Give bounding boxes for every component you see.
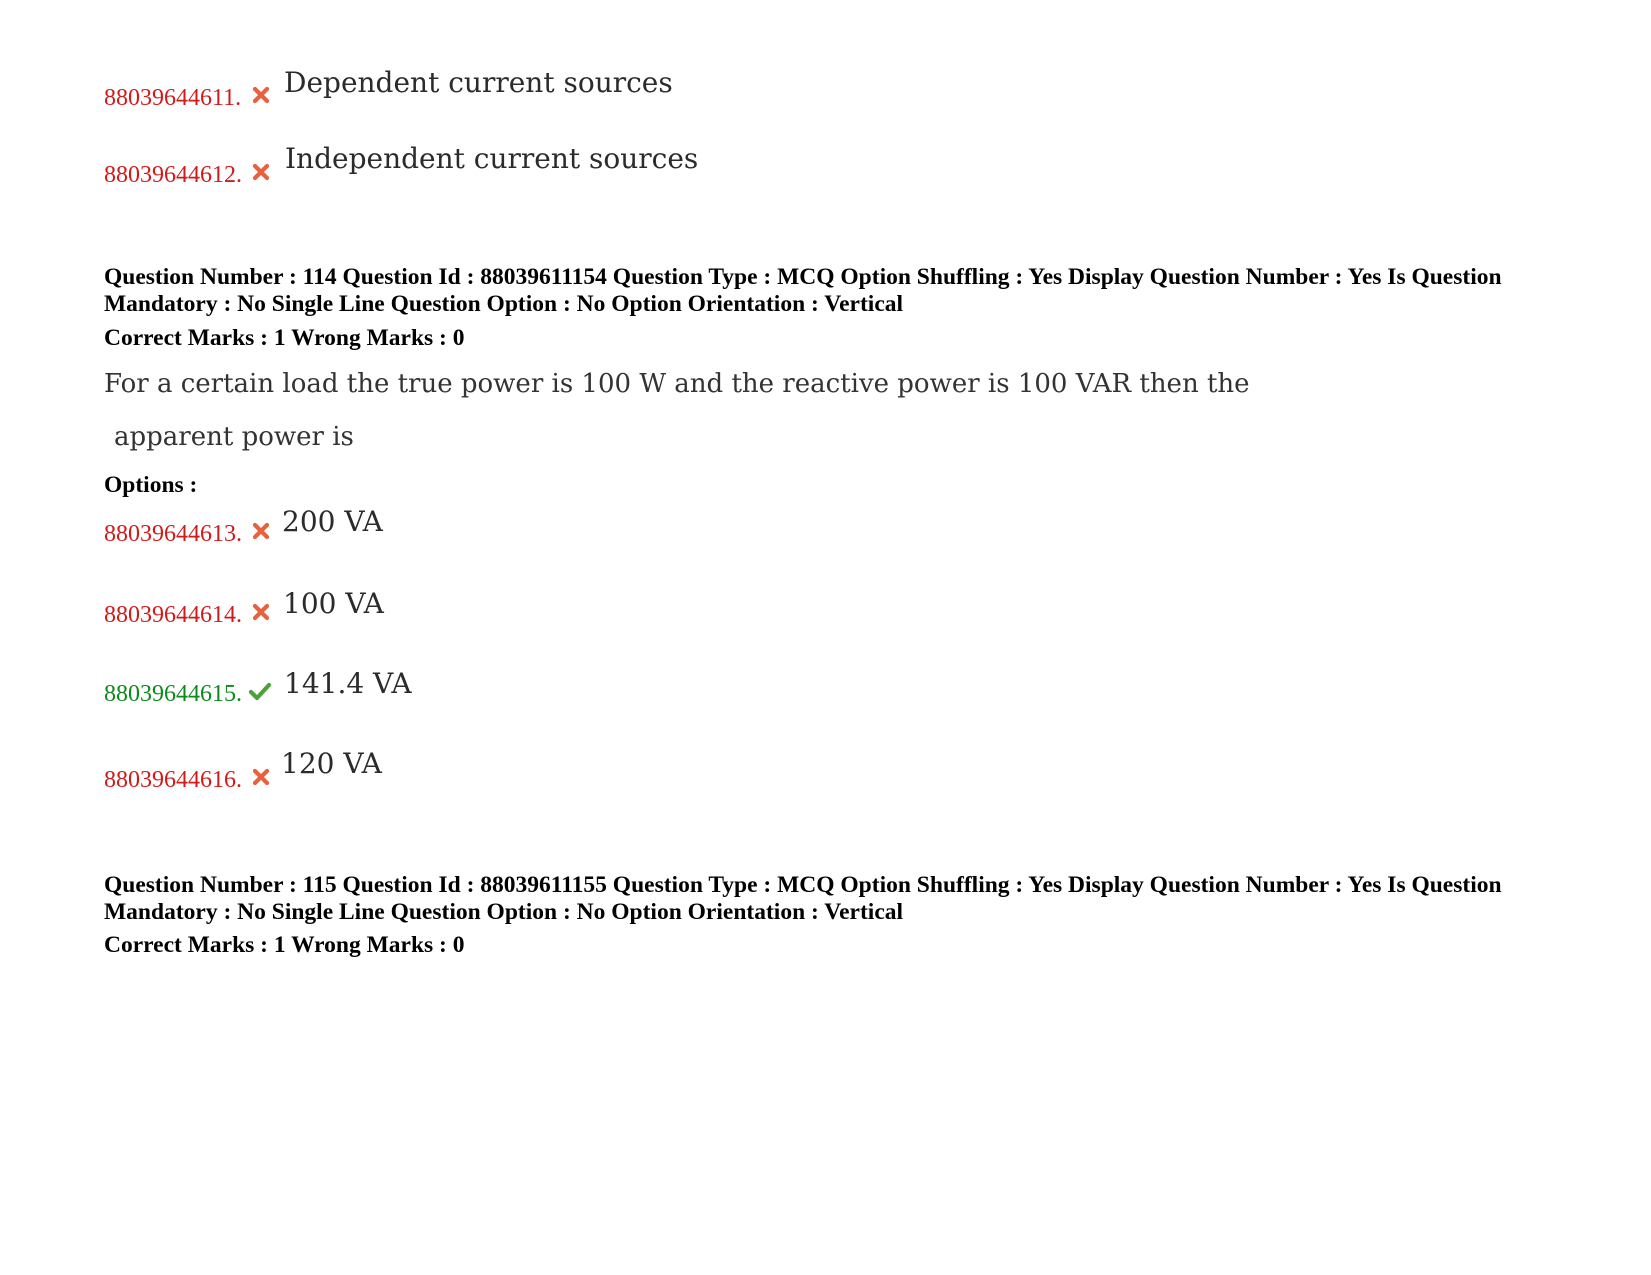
options-label: Options : (104, 472, 198, 498)
question-marks: Correct Marks : 1 Wrong Marks : 0 (104, 325, 465, 351)
option-id: 88039644614. (104, 602, 242, 628)
question-header: Question Number : 114 Question Id : 88039611154 Question Type : MCQ Option Shuffling : Yes Display Question Number : Yes Is Question Mandatory : No Single Line Question Option : No Option Orientation : Vertical (104, 264, 1502, 317)
cross-icon (250, 766, 272, 788)
question-marks: Correct Marks : 1 Wrong Marks : 0 (104, 932, 465, 958)
option-text: Independent current sources (285, 142, 699, 175)
cross-icon (250, 601, 272, 623)
cross-icon (250, 84, 272, 106)
option-text: 100 VA (283, 587, 384, 620)
check-icon (248, 680, 272, 702)
option-id: 88039644615. (104, 681, 242, 707)
option-id: 88039644611. (104, 85, 242, 111)
option-text: 200 VA (282, 505, 383, 538)
cross-icon (250, 520, 272, 542)
option-id: 88039644613. (104, 521, 242, 547)
question-header: Question Number : 115 Question Id : 88039611155 Question Type : MCQ Option Shuffling : Yes Display Question Number : Yes Is Question Mandatory : No Single Line Question Option : No Option Orientation : Vertical (104, 872, 1502, 925)
cross-icon (250, 161, 272, 183)
option-text: Dependent current sources (284, 66, 673, 99)
option-text: 141.4 VA (284, 667, 412, 700)
option-id: 88039644616. (104, 767, 242, 793)
question-text-line-2: apparent power is (114, 422, 354, 452)
option-id: 88039644612. (104, 162, 242, 188)
question-text-line-1: For a certain load the true power is 100 W and the reactive power is 100 VAR then the (104, 369, 1250, 399)
option-text: 120 VA (281, 747, 382, 780)
